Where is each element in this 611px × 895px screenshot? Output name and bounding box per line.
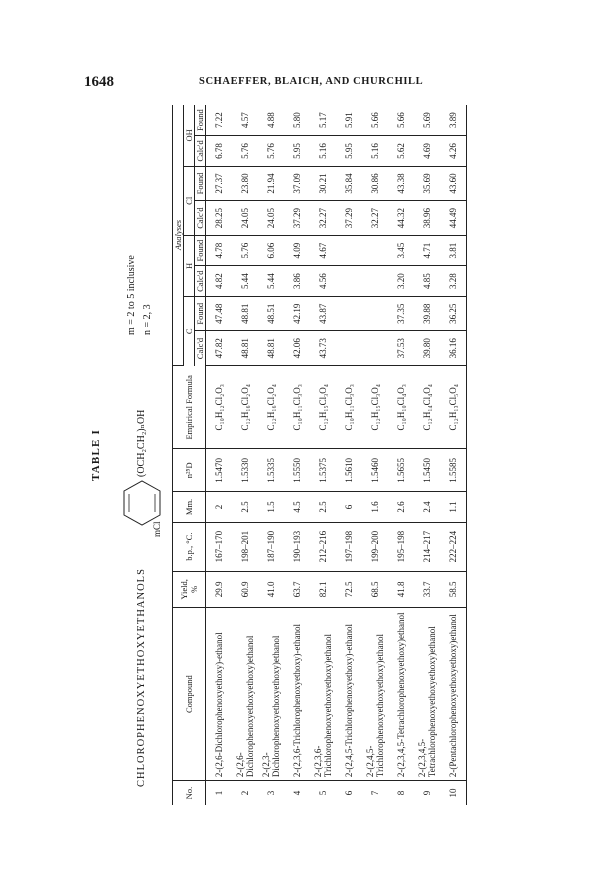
page-number: 1648	[84, 74, 114, 90]
cell-oh-found: 5.69	[414, 105, 440, 136]
cell-bp: 199–200	[362, 522, 388, 571]
cell-bp: 214–217	[414, 522, 440, 571]
cell-h-calc: 3.86	[284, 266, 310, 297]
table-title-row	[118, 105, 166, 805]
col-header-c-found: Found	[195, 296, 206, 331]
cell-h-calc: 5.44	[232, 266, 258, 297]
cell-bp: 190–193	[284, 522, 310, 571]
cell-yield: 60.9	[232, 571, 258, 608]
cell-h-calc: 4.56	[310, 266, 336, 297]
cell-c-found: 47.48	[206, 296, 233, 331]
cell-cl-found: 43.38	[388, 166, 414, 201]
table-row	[440, 105, 467, 805]
col-header-oh-found: Found	[195, 105, 206, 136]
col-header-c-calc: Calc'd	[195, 331, 206, 366]
col-header-analyses: Analyses	[173, 105, 184, 366]
cell-h-found: 4.71	[414, 235, 440, 266]
table-row	[362, 105, 388, 805]
col-header-yield: Yield, %	[173, 571, 206, 608]
cell-h-found: 4.78	[206, 235, 233, 266]
table-title: CHLOROPHENOXYETHOXYETHANOLS	[136, 568, 147, 787]
cell-mm: 1.6	[362, 492, 388, 523]
cell-no: 1	[214, 790, 224, 796]
cell-nd: 1.5330	[232, 449, 258, 492]
cell-c-found: 39.88	[414, 296, 440, 331]
cell-h-found: 4.67	[310, 235, 336, 266]
cell-yield: 58.5	[440, 571, 467, 608]
cell-c-found: 48.81	[232, 296, 258, 331]
table-row	[414, 105, 440, 805]
cell-oh-found: 5.91	[336, 105, 362, 136]
col-header-compound: Compound	[173, 608, 206, 781]
cell-yield: 29.9	[206, 571, 233, 608]
cell-compound: 2-(2,3,6-Trichlorophenoxyethoxyethoxy)ethanol	[310, 608, 336, 781]
cell-c-calc: 47.82	[206, 331, 233, 366]
col-header-h: H	[184, 235, 195, 296]
cell-h-found: 5.76	[232, 235, 258, 266]
cell-cl-calc: 28.25	[206, 201, 233, 236]
cell-mm: 2.6	[388, 492, 414, 523]
cell-oh-calc: 5.76	[232, 136, 258, 167]
table-row	[388, 105, 414, 805]
col-header-oh: OH	[184, 105, 195, 166]
table-row	[336, 105, 362, 805]
cell-compound: 2-(2,3-Dichlorophenoxyethoxyethoxy)ethanol	[258, 608, 284, 781]
cell-h-found	[362, 235, 388, 266]
cell-mm: 6	[336, 492, 362, 523]
cell-c-calc	[362, 331, 388, 366]
cell-h-found	[336, 235, 362, 266]
cell-h-found: 3.45	[388, 235, 414, 266]
cell-cl-calc: 32.27	[362, 201, 388, 236]
cell-mm: 2.4	[414, 492, 440, 523]
cell-cl-calc: 44.49	[440, 201, 467, 236]
cell-yield: 63.7	[284, 571, 310, 608]
cell-compound: 2-(2,3,6-Trichlorophenoxyethoxy)-ethanol	[284, 608, 310, 781]
cell-h-calc: 3.20	[388, 266, 414, 297]
cell-no: 6	[344, 790, 354, 796]
col-header-cl-calc: Calc'd	[195, 201, 206, 236]
cell-formula: C₁₀H₁₁Cl₃O₃	[336, 366, 362, 449]
cell-cl-found: 35.69	[414, 166, 440, 201]
cell-nd: 1.5460	[362, 449, 388, 492]
cell-formula: C₁₂H₁₅Cl₃O₄	[310, 366, 336, 449]
cell-mm: 2	[206, 492, 233, 523]
col-header-bp: b.p., °C.	[173, 522, 206, 571]
cell-compound: 2-(2,3,4,5-Tetrachlorophenoxyethoxyethoxy)ethanol	[414, 608, 440, 781]
cell-c-calc: 42.06	[284, 331, 310, 366]
cell-nd: 1.5550	[284, 449, 310, 492]
cell-c-found: 37.35	[388, 296, 414, 331]
cell-cl-found: 21.94	[258, 166, 284, 201]
cell-no: 7	[370, 790, 380, 796]
cell-h-calc	[362, 266, 388, 297]
cell-compound: 2-(2,6-Dichlorophenoxyethoxyethoxy)ethanol	[232, 608, 258, 781]
cell-nd: 1.5470	[206, 449, 233, 492]
table-row	[206, 105, 233, 805]
cell-formula: C₁₂H₁₆Cl₂O₄	[232, 366, 258, 449]
cell-c-calc: 39.80	[414, 331, 440, 366]
cell-h-calc: 4.85	[414, 266, 440, 297]
cell-oh-found: 5.17	[310, 105, 336, 136]
cell-oh-calc: 5.95	[284, 136, 310, 167]
cell-h-found: 3.81	[440, 235, 467, 266]
cell-bp: 222–224	[440, 522, 467, 571]
structure-substituent: mCl	[152, 521, 162, 537]
cell-bp: 167–170	[206, 522, 233, 571]
cell-mm: 2.5	[232, 492, 258, 523]
cell-no: 10	[440, 781, 467, 805]
cell-compound: 2-(Pentachlorophenoxyethoxyethoxy)ethanol	[440, 608, 467, 781]
cell-oh-found: 5.66	[388, 105, 414, 136]
cell-formula: C₁₀H₁₁Cl₃O₃	[284, 366, 310, 449]
condition-m: m = 2 to 5 inclusive	[126, 255, 137, 335]
cell-formula: C₁₂H₁₆Cl₂O₄	[258, 366, 284, 449]
cell-c-found	[362, 296, 388, 331]
cell-yield: 41.8	[388, 571, 414, 608]
cell-nd: 1.5375	[310, 449, 336, 492]
cell-bp: 197–198	[336, 522, 362, 571]
cell-cl-calc: 37.29	[336, 201, 362, 236]
cell-nd: 1.5450	[414, 449, 440, 492]
cell-c-calc	[336, 331, 362, 366]
cell-c-found: 48.51	[258, 296, 284, 331]
cell-h-found: 4.09	[284, 235, 310, 266]
cell-c-calc: 36.16	[440, 331, 467, 366]
cell-bp: 195–198	[388, 522, 414, 571]
cell-h-calc	[336, 266, 362, 297]
cell-h-calc: 5.44	[258, 266, 284, 297]
cell-yield: 68.5	[362, 571, 388, 608]
cell-cl-calc: 32.27	[310, 201, 336, 236]
cell-compound: 2-(2,6-Dichlorophenoxyethoxy)-ethanol	[206, 608, 233, 781]
cell-oh-calc: 6.78	[206, 136, 233, 167]
cell-no: 5	[318, 790, 328, 796]
col-header-cl: Cl	[184, 166, 195, 235]
cell-h-found: 6.06	[258, 235, 284, 266]
cell-c-found: 36.25	[440, 296, 467, 331]
cell-formula: C₁₂H₁₅Cl₃O₄	[362, 366, 388, 449]
cell-c-calc: 43.73	[310, 331, 336, 366]
cell-nd: 1.5655	[388, 449, 414, 492]
col-header-no: No.	[173, 781, 206, 805]
cell-nd: 1.5335	[258, 449, 284, 492]
cell-compound: 2-(2,3,4,5-Tetrachlorophenoxyethoxy)ethanol	[388, 608, 414, 781]
cell-cl-found: 23.80	[232, 166, 258, 201]
cell-oh-found: 7.22	[206, 105, 233, 136]
rotated-table-block	[90, 105, 520, 805]
col-header-oh-calc: Calc'd	[195, 136, 206, 167]
cell-cl-found: 43.60	[440, 166, 467, 201]
cell-oh-calc: 4.26	[440, 136, 467, 167]
col-header-mm: Mm.	[173, 492, 206, 523]
cell-no: 4	[292, 790, 302, 796]
cell-compound: 2-(2,4,5-Trichlorophenoxyethoxyethoxy)ethanol	[362, 608, 388, 781]
table-row	[258, 105, 284, 805]
col-header-h-calc: Calc'd	[195, 266, 206, 297]
cell-formula: C₁₂H₁₄Cl₄O₄	[414, 366, 440, 449]
cell-oh-found: 5.80	[284, 105, 310, 136]
table-row	[284, 105, 310, 805]
cell-no: 3	[266, 790, 276, 796]
cell-yield: 33.7	[414, 571, 440, 608]
cell-formula: C₁₀H₁₂Cl₂O₃	[206, 366, 233, 449]
condition-n: n = 2, 3	[142, 304, 153, 335]
col-header-formula: Empirical Formula	[173, 366, 206, 449]
cell-mm: 1.1	[440, 492, 467, 523]
structure-formula: (OCH₂CH₂)ₙOH	[136, 409, 147, 477]
cell-bp: 198–201	[232, 522, 258, 571]
cell-formula: C₁₀H₁₀Cl₄O₃	[388, 366, 414, 449]
col-header-nd: n²⁵D	[173, 449, 206, 492]
running-head: SCHAEFFER, BLAICH, AND CHURCHILL	[199, 76, 424, 87]
cell-mm: 4.5	[284, 492, 310, 523]
col-header-cl-found: Found	[195, 166, 206, 201]
cell-bp: 212–216	[310, 522, 336, 571]
cell-cl-found: 35.84	[336, 166, 362, 201]
cell-cl-found: 30.21	[310, 166, 336, 201]
cell-cl-found: 30.86	[362, 166, 388, 201]
cell-oh-calc: 5.76	[258, 136, 284, 167]
cell-cl-calc: 24.05	[258, 201, 284, 236]
cell-mm: 1.5	[258, 492, 284, 523]
cell-c-calc: 48.81	[258, 331, 284, 366]
cell-compound: 2-(2,4,5-Trichlorophenoxyethoxy)-ethanol	[336, 608, 362, 781]
cell-cl-calc: 24.05	[232, 201, 258, 236]
table-label: TABLE I	[90, 429, 102, 481]
cell-c-calc: 48.81	[232, 331, 258, 366]
cell-mm: 2.5	[310, 492, 336, 523]
table-row	[310, 105, 336, 805]
cell-cl-found: 37.09	[284, 166, 310, 201]
cell-cl-found: 27.37	[206, 166, 233, 201]
cell-yield: 82.1	[310, 571, 336, 608]
cell-oh-calc: 5.16	[362, 136, 388, 167]
cell-nd: 1.5585	[440, 449, 467, 492]
col-header-h-found: Found	[195, 235, 206, 266]
cell-no: 8	[396, 790, 406, 796]
cell-cl-calc: 44.32	[388, 201, 414, 236]
cell-yield: 41.0	[258, 571, 284, 608]
cell-oh-found: 3.89	[440, 105, 467, 136]
cell-cl-calc: 38.96	[414, 201, 440, 236]
cell-h-calc: 4.82	[206, 266, 233, 297]
cell-oh-calc: 5.95	[336, 136, 362, 167]
cell-yield: 72.5	[336, 571, 362, 608]
cell-oh-calc: 5.62	[388, 136, 414, 167]
header-row-top	[173, 105, 184, 805]
table-row	[232, 105, 258, 805]
cell-no: 2	[240, 790, 250, 796]
cell-oh-calc: 5.16	[310, 136, 336, 167]
cell-c-calc: 37.53	[388, 331, 414, 366]
cell-oh-found: 4.88	[258, 105, 284, 136]
cell-oh-found: 4.57	[232, 105, 258, 136]
cell-c-found: 43.87	[310, 296, 336, 331]
cell-no: 9	[422, 790, 432, 796]
cell-oh-found: 5.66	[362, 105, 388, 136]
cell-cl-calc: 37.29	[284, 201, 310, 236]
cell-bp: 187–190	[258, 522, 284, 571]
col-header-c: C	[184, 296, 195, 365]
cell-c-found: 42.19	[284, 296, 310, 331]
data-table	[172, 105, 467, 805]
cell-formula: C₁₂H₁₃Cl₅O₄	[440, 366, 467, 449]
cell-oh-calc: 4.69	[414, 136, 440, 167]
cell-h-calc: 3.28	[440, 266, 467, 297]
cell-c-found	[336, 296, 362, 331]
cell-nd: 1.5610	[336, 449, 362, 492]
